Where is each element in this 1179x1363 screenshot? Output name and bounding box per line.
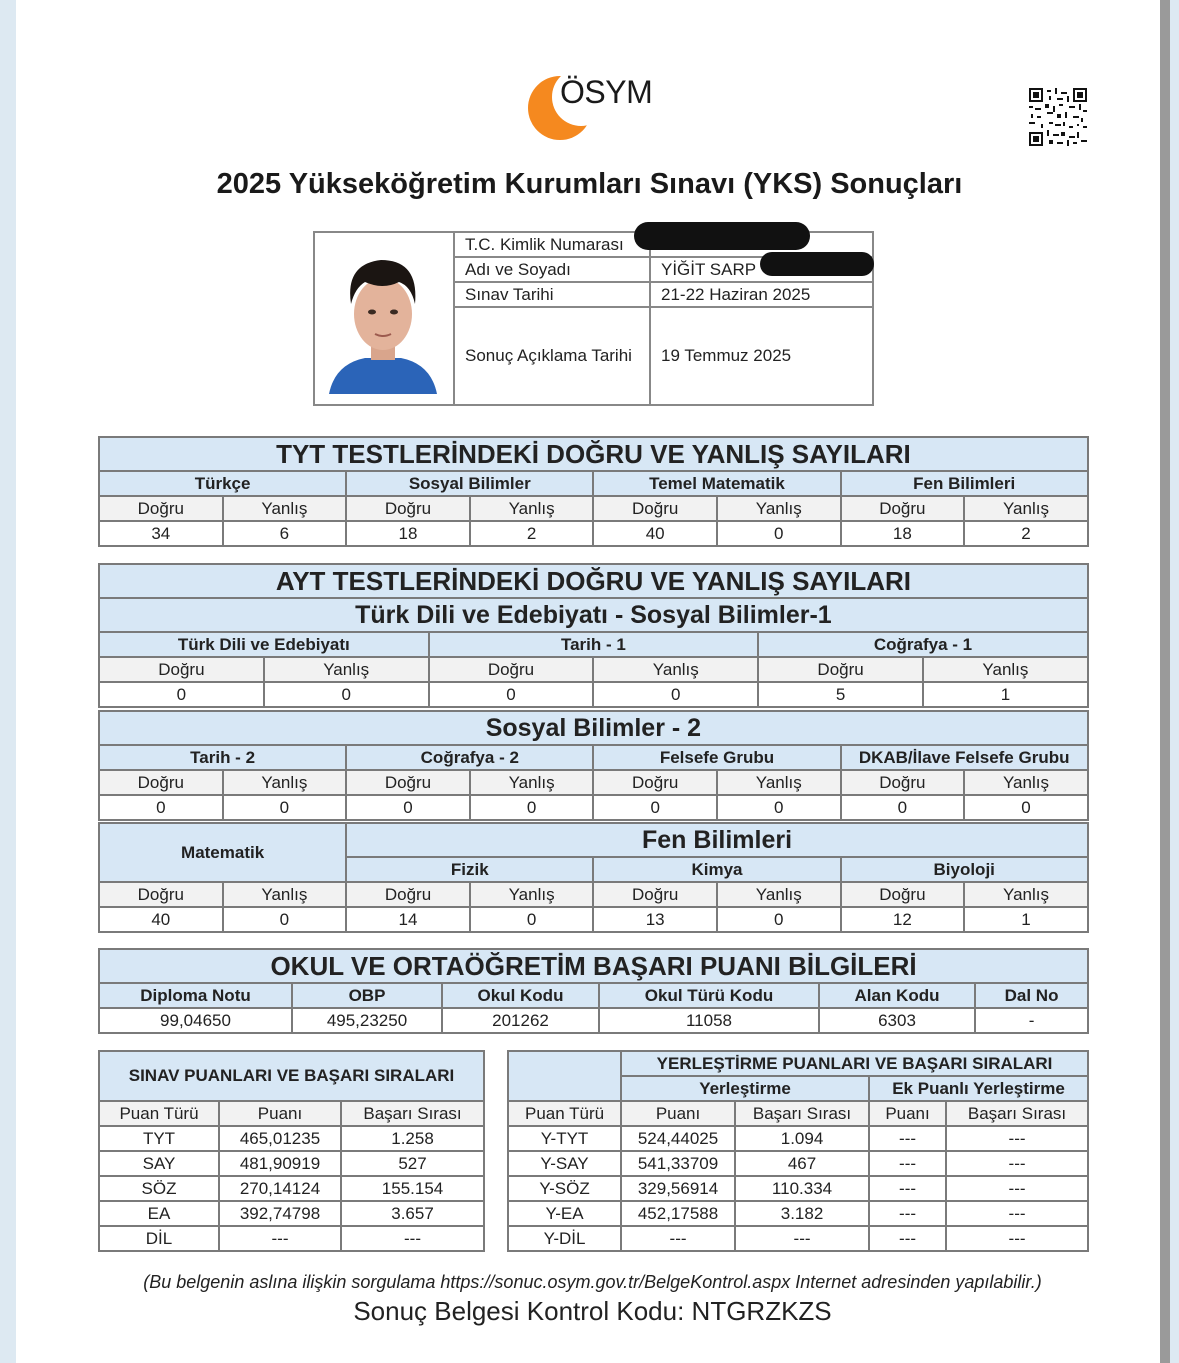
tyt-title: TYT TESTLERİNDEKİ DOĞRU VE YANLIŞ SAYILARI — [99, 437, 1088, 471]
name-value: YİĞİT SARP — [650, 257, 873, 282]
blank-header — [508, 1051, 621, 1101]
y-basari-sirasi: 110.334 — [735, 1176, 869, 1201]
okul-turu-kodu-header: Okul Türü Kodu — [599, 983, 819, 1008]
subject-header: DKAB/İlave Felsefe Grubu — [841, 745, 1088, 770]
tyt-results-table — [98, 436, 1089, 547]
puan: --- — [219, 1226, 341, 1251]
alan-kodu-value: 6303 — [819, 1008, 975, 1033]
ek-puan: --- — [869, 1126, 946, 1151]
dogru-label: Doğru — [99, 496, 223, 521]
dogru-label: Doğru — [841, 882, 965, 907]
basari-sirasi-header: Başarı Sırası — [341, 1101, 484, 1126]
table-row — [99, 1176, 1088, 1201]
subject-header: Kimya — [593, 857, 840, 882]
puan-turu: DİL — [99, 1226, 219, 1251]
basari-sirasi: --- — [341, 1226, 484, 1251]
y-puan: 452,17588 — [621, 1201, 735, 1226]
yanlis-label: Yanlış — [470, 770, 594, 795]
puani-header: Puanı — [621, 1101, 735, 1126]
yanlis-value: 0 — [470, 795, 594, 820]
dogru-label: Doğru — [429, 657, 594, 682]
yanlis-label: Yanlış — [223, 496, 347, 521]
yanlis-value: 2 — [470, 521, 594, 546]
y-puan: 541,33709 — [621, 1151, 735, 1176]
puan: 270,14124 — [219, 1176, 341, 1201]
ayt-section3-table — [98, 822, 1089, 933]
dogru-label: Doğru — [841, 496, 965, 521]
yanlis-label: Yanlış — [470, 882, 594, 907]
yanlis-value: 2 — [964, 521, 1088, 546]
dogru-value: 40 — [593, 521, 717, 546]
ek-basari-sirasi: --- — [946, 1201, 1088, 1226]
yanlis-value: 0 — [964, 795, 1088, 820]
y-basari-sirasi: 467 — [735, 1151, 869, 1176]
table-gap — [484, 1176, 508, 1201]
ek-basari-sirasi: --- — [946, 1176, 1088, 1201]
osym-logo-text: ÖSYM — [560, 74, 653, 110]
yanlis-label: Yanlış — [470, 496, 594, 521]
puani-header: Puanı — [869, 1101, 946, 1126]
puani-header: Puanı — [219, 1101, 341, 1126]
subject-header: Türkçe — [99, 471, 346, 496]
y-puan: --- — [621, 1226, 735, 1251]
basari-sirasi: 1.258 — [341, 1126, 484, 1151]
table-row — [99, 1151, 1088, 1176]
yanlis-value: 6 — [223, 521, 347, 546]
table-gap — [484, 1201, 508, 1226]
yanlis-label: Yanlış — [593, 657, 758, 682]
obp-value: 495,23250 — [292, 1008, 442, 1033]
dogru-value: 13 — [593, 907, 717, 932]
yerlestirme-header: Yerleştirme — [621, 1076, 869, 1101]
diploma-notu-value: 99,04650 — [99, 1008, 292, 1033]
ek-puan: --- — [869, 1201, 946, 1226]
table-gap — [484, 1126, 508, 1151]
dogru-label: Doğru — [99, 657, 264, 682]
redaction-mark — [760, 252, 874, 276]
ayt-section2-table — [98, 710, 1089, 821]
ayt-title: AYT TESTLERİNDEKİ DOĞRU VE YANLIŞ SAYILARI — [99, 564, 1088, 598]
table-gap — [484, 1226, 508, 1251]
yanlis-value: 0 — [470, 907, 594, 932]
dogru-value: 34 — [99, 521, 223, 546]
okul-kodu-header: Okul Kodu — [442, 983, 599, 1008]
ayt-section2-title: Sosyal Bilimler - 2 — [99, 711, 1088, 745]
dogru-label: Doğru — [593, 882, 717, 907]
dogru-value: 0 — [99, 795, 223, 820]
ek-puan: --- — [869, 1176, 946, 1201]
id-label: T.C. Kimlik Numarası — [454, 232, 650, 257]
y-puan-turu: Y-EA — [508, 1201, 621, 1226]
diploma-notu-header: Diploma Notu — [99, 983, 292, 1008]
dogru-value: 0 — [346, 795, 470, 820]
okul-obp-table — [98, 948, 1089, 1034]
yanlis-label: Yanlış — [964, 496, 1088, 521]
y-puan-turu: Y-SÖZ — [508, 1176, 621, 1201]
dogru-label: Doğru — [758, 657, 923, 682]
y-basari-sirasi: --- — [735, 1226, 869, 1251]
y-puan-turu: Y-SAY — [508, 1151, 621, 1176]
table-row — [99, 1226, 1088, 1251]
puan: 392,74798 — [219, 1201, 341, 1226]
yanlis-label: Yanlış — [964, 770, 1088, 795]
puan-turu: SÖZ — [99, 1176, 219, 1201]
yanlis-value: 0 — [593, 682, 758, 707]
dogru-value: 5 — [758, 682, 923, 707]
puan: 465,01235 — [219, 1126, 341, 1151]
yanlis-value: 1 — [923, 682, 1088, 707]
yanlis-label: Yanlış — [964, 882, 1088, 907]
ek-basari-sirasi: --- — [946, 1151, 1088, 1176]
fen-bilimleri-title: Fen Bilimleri — [346, 823, 1088, 857]
ek-basari-sirasi: --- — [946, 1126, 1088, 1151]
dogru-value: 0 — [99, 682, 264, 707]
puan: 481,90919 — [219, 1151, 341, 1176]
table-row — [99, 1126, 1088, 1151]
dogru-label: Doğru — [346, 496, 470, 521]
yanlis-label: Yanlış — [223, 770, 347, 795]
yanlis-value: 0 — [717, 795, 841, 820]
y-puan: 329,56914 — [621, 1176, 735, 1201]
y-basari-sirasi: 3.182 — [735, 1201, 869, 1226]
y-puan-turu: Y-TYT — [508, 1126, 621, 1151]
dogru-label: Doğru — [593, 770, 717, 795]
dogru-value: 0 — [841, 795, 965, 820]
dogru-label: Doğru — [99, 882, 223, 907]
result-date-value: 19 Temmuz 2025 — [650, 307, 873, 405]
sinav-puanlari-title: SINAV PUANLARI VE BAŞARI SIRALARI — [99, 1051, 484, 1101]
yanlis-value: 0 — [717, 521, 841, 546]
scrollbar-edge — [1160, 0, 1170, 1363]
table-row — [99, 1201, 1088, 1226]
subject-header: Biyoloji — [841, 857, 1088, 882]
basari-sirasi: 155.154 — [341, 1176, 484, 1201]
yanlis-label: Yanlış — [717, 496, 841, 521]
ek-basari-sirasi: --- — [946, 1226, 1088, 1251]
yanlis-label: Yanlış — [717, 770, 841, 795]
subject-header: Felsefe Grubu — [593, 745, 840, 770]
matematik-header: Matematik — [99, 823, 346, 882]
subject-header: Coğrafya - 1 — [758, 632, 1088, 657]
obp-header: OBP — [292, 983, 442, 1008]
control-code: Sonuç Belgesi Kontrol Kodu: NTGRZKZS — [353, 1296, 832, 1326]
puan-turu: SAY — [99, 1151, 219, 1176]
yerlestirme-puanlari-title: YERLEŞTİRME PUANLARI VE BAŞARI SIRALARI — [621, 1051, 1088, 1076]
dal-no-value: - — [975, 1008, 1088, 1033]
yanlis-label: Yanlış — [717, 882, 841, 907]
subject-header: Tarih - 1 — [429, 632, 759, 657]
yanlis-value: 0 — [223, 795, 347, 820]
dogru-value: 18 — [841, 521, 965, 546]
dogru-value: 18 — [346, 521, 470, 546]
result-date-label: Sonuç Açıklama Tarihi — [454, 307, 650, 405]
document-title: 2025 Yükseköğretim Kurumları Sınavı (YKS) Sonuçları — [216, 168, 963, 200]
puan-turu-header: Puan Türü — [99, 1101, 219, 1126]
yanlis-label: Yanlış — [223, 882, 347, 907]
dogru-label: Doğru — [593, 496, 717, 521]
yanlis-value: 0 — [223, 907, 347, 932]
y-basari-sirasi: 1.094 — [735, 1126, 869, 1151]
basari-sirasi: 3.657 — [341, 1201, 484, 1226]
dogru-value: 0 — [429, 682, 594, 707]
name-label: Adı ve Soyadı — [454, 257, 650, 282]
ayt-section1-title: Türk Dili ve Edebiyatı - Sosyal Bilimler-1 — [99, 598, 1088, 632]
dogru-label: Doğru — [346, 882, 470, 907]
ek-puan: --- — [869, 1226, 946, 1251]
y-puan: 524,44025 — [621, 1126, 735, 1151]
subject-header: Coğrafya - 2 — [346, 745, 593, 770]
ek-puanli-header: Ek Puanlı Yerleştirme — [869, 1076, 1088, 1101]
dogru-value: 12 — [841, 907, 965, 932]
scores-table — [98, 1050, 1089, 1252]
exam-date-label: Sınav Tarihi — [454, 282, 650, 307]
table-gap — [484, 1051, 508, 1101]
yanlis-value: 0 — [717, 907, 841, 932]
table-gap — [484, 1151, 508, 1176]
dogru-label: Doğru — [841, 770, 965, 795]
verification-note: (Bu belgenin aslına ilişkin sorgulama https://sonuc.osym.gov.tr/BelgeKontrol.aspx Internet adresinden yapılabilir.) — [143, 1272, 1042, 1292]
subject-header: Fizik — [346, 857, 593, 882]
okul-title: OKUL VE ORTAÖĞRETİM BAŞARI PUANI BİLGİLERİ — [99, 949, 1088, 983]
table-gap — [484, 1101, 508, 1126]
basari-sirasi-header: Başarı Sırası — [735, 1101, 869, 1126]
subject-header: Fen Bilimleri — [841, 471, 1088, 496]
yanlis-label: Yanlış — [923, 657, 1088, 682]
puan-turu-header: Puan Türü — [508, 1101, 621, 1126]
subject-header: Sosyal Bilimler — [346, 471, 593, 496]
redaction-mark — [634, 222, 810, 250]
yanlis-value: 0 — [264, 682, 429, 707]
subject-header: Tarih - 2 — [99, 745, 346, 770]
dogru-value: 40 — [99, 907, 223, 932]
okul-turu-kodu-value: 11058 — [599, 1008, 819, 1033]
basari-sirasi: 527 — [341, 1151, 484, 1176]
puan-turu: TYT — [99, 1126, 219, 1151]
dogru-label: Doğru — [346, 770, 470, 795]
alan-kodu-header: Alan Kodu — [819, 983, 975, 1008]
yanlis-label: Yanlış — [264, 657, 429, 682]
okul-kodu-value: 201262 — [442, 1008, 599, 1033]
dogru-label: Doğru — [99, 770, 223, 795]
dal-no-header: Dal No — [975, 983, 1088, 1008]
dogru-value: 14 — [346, 907, 470, 932]
puan-turu: EA — [99, 1201, 219, 1226]
qr-code-icon — [1028, 88, 1088, 146]
ek-puan: --- — [869, 1151, 946, 1176]
exam-date-value: 21-22 Haziran 2025 — [650, 282, 873, 307]
y-puan-turu: Y-DİL — [508, 1226, 621, 1251]
candidate-photo — [314, 232, 454, 405]
subject-header: Türk Dili ve Edebiyatı — [99, 632, 429, 657]
ayt-section1-table — [98, 563, 1089, 708]
yanlis-value: 1 — [964, 907, 1088, 932]
basari-sirasi-header: Başarı Sırası — [946, 1101, 1088, 1126]
dogru-value: 0 — [593, 795, 717, 820]
subject-header: Temel Matematik — [593, 471, 840, 496]
